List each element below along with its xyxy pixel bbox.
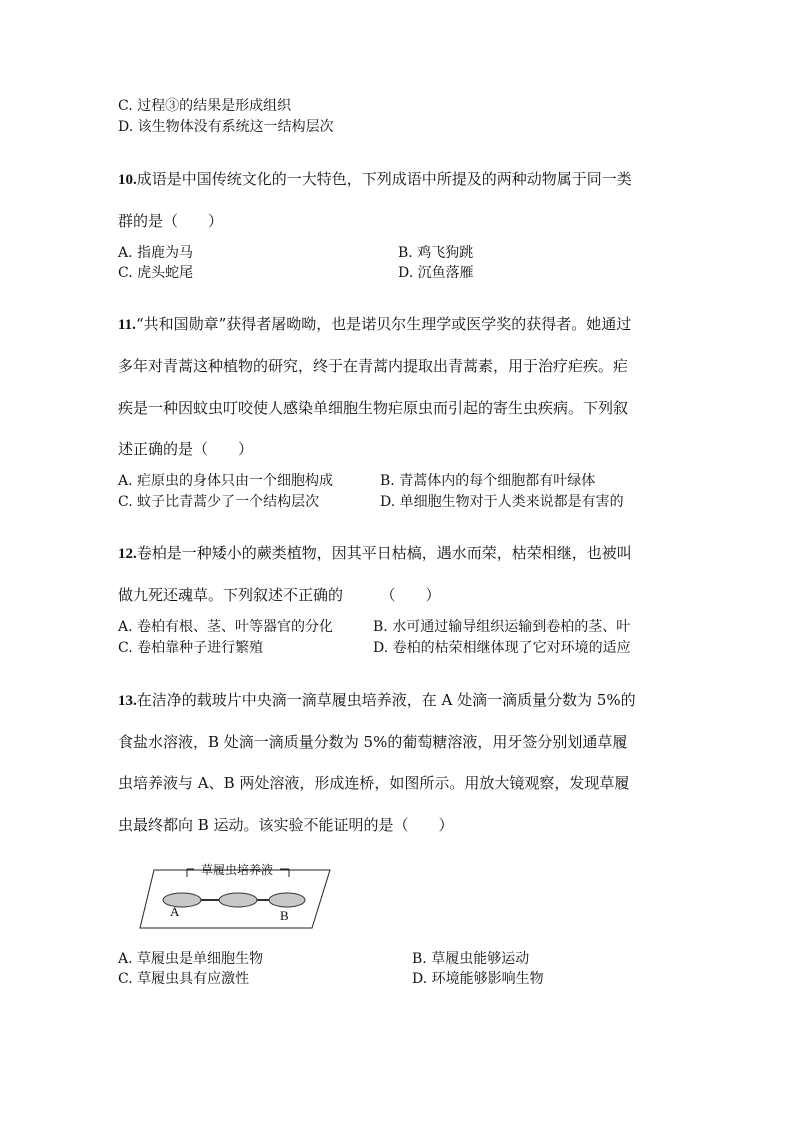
q11-stem-line1: 11.“共和国勋章”获得者屠呦呦，也是诺贝尔生理学或医学奖的获得者。她通过 — [118, 315, 632, 333]
label-b: B — [280, 908, 289, 923]
q11-option-a: A. 疟原虫的身体只由一个细胞构成 — [118, 473, 334, 489]
q11-number: 11. — [118, 317, 136, 333]
drop-center — [219, 893, 257, 907]
q10-option-a: A. 指鹿为马 — [118, 245, 194, 261]
q10-option-c: C. 虎头蛇尾 — [118, 265, 194, 281]
q13-option-a: A. 草履虫是单细胞生物 — [118, 951, 264, 967]
q13-stem-line2: 食盐水溶液，B 处滴一滴质量分数为 5%的葡萄糖溶液，用牙签分别划通草履 — [118, 733, 628, 751]
drop-b — [269, 893, 305, 907]
q13-option-d: D. 环境能够影响生物 — [412, 971, 544, 987]
q12-option-a: A. 卷柏有根、茎、叶等器官的分化 — [118, 619, 334, 635]
q11-option-d: D. 单细胞生物对于人类来说都是有害的 — [380, 494, 624, 510]
q10-option-d: D. 沉鱼落雁 — [398, 265, 474, 281]
q11-option-c: C. 蚊子比青蒿少了一个结构层次 — [118, 494, 320, 510]
q13-option-b: B. 草履虫能够运动 — [412, 951, 530, 967]
q10-stem-line1: 10.成语是中国传统文化的一大特色，下列成语中所提及的两种动物属于同一类 — [118, 170, 632, 188]
q12-option-d: D. 卷柏的枯荣相继体现了它对环境的适应 — [373, 640, 631, 656]
q9-option-c: C. 过程③的结果是形成组织 — [118, 98, 292, 114]
q11-stem-line2: 多年对青蒿这种植物的研究，终于在青蒿内提取出青蒿素，用于治疗疟疾。疟 — [118, 357, 629, 375]
q13-stem-line4: 虫最终都向 B 运动。该实验不能证明的是（ ） — [118, 816, 454, 834]
label-a: A — [170, 904, 180, 919]
figure-caption: 草履虫培养液 — [200, 863, 274, 877]
q10-number: 10. — [118, 172, 137, 188]
q12-option-c: C. 卷柏靠种子进行繁殖 — [118, 640, 264, 656]
q12-number: 12. — [118, 546, 137, 562]
q10-option-b: B. 鸡飞狗跳 — [398, 245, 474, 261]
q11-option-b: B. 青蒿体内的每个细胞都有叶绿体 — [380, 473, 596, 489]
q11-stem-line3: 疾是一种因蚊虫叮咬使人感染单细胞生物疟原虫而引起的寄生虫疾病。下列叙 — [118, 399, 629, 417]
q13-number: 13. — [118, 693, 137, 709]
q12-option-b: B. 水可通过输导组织运输到卷柏的茎、叶 — [373, 619, 631, 635]
q13-stem-line3: 虫培养液与 A、B 两处溶液，形成连桥，如图所示。用放大镜观察，发现草履 — [118, 774, 630, 792]
q13-stem-line1: 13.在洁净的载玻片中央滴一滴草履虫培养液，在 A 处滴一滴质量分数为 5%的 — [118, 691, 636, 709]
q9-option-d: D. 该生物体没有系统这一结构层次 — [118, 119, 334, 135]
q11-stem-line4: 述正确的是（ ） — [118, 440, 254, 458]
q12-stem-line2: 做九死还魂草。下列叙述不正确的 （ ） — [118, 586, 441, 604]
drop-a — [163, 893, 201, 907]
q10-stem-line2: 群的是（ ） — [118, 212, 224, 230]
q13-option-c: C. 草履虫具有应激性 — [118, 971, 250, 987]
q12-stem-line1: 12.卷柏是一种矮小的蕨类植物，因其平日枯槁，遇水而荣，枯荣相继，也被叫 — [118, 544, 632, 562]
slide-diagram — [132, 858, 344, 934]
